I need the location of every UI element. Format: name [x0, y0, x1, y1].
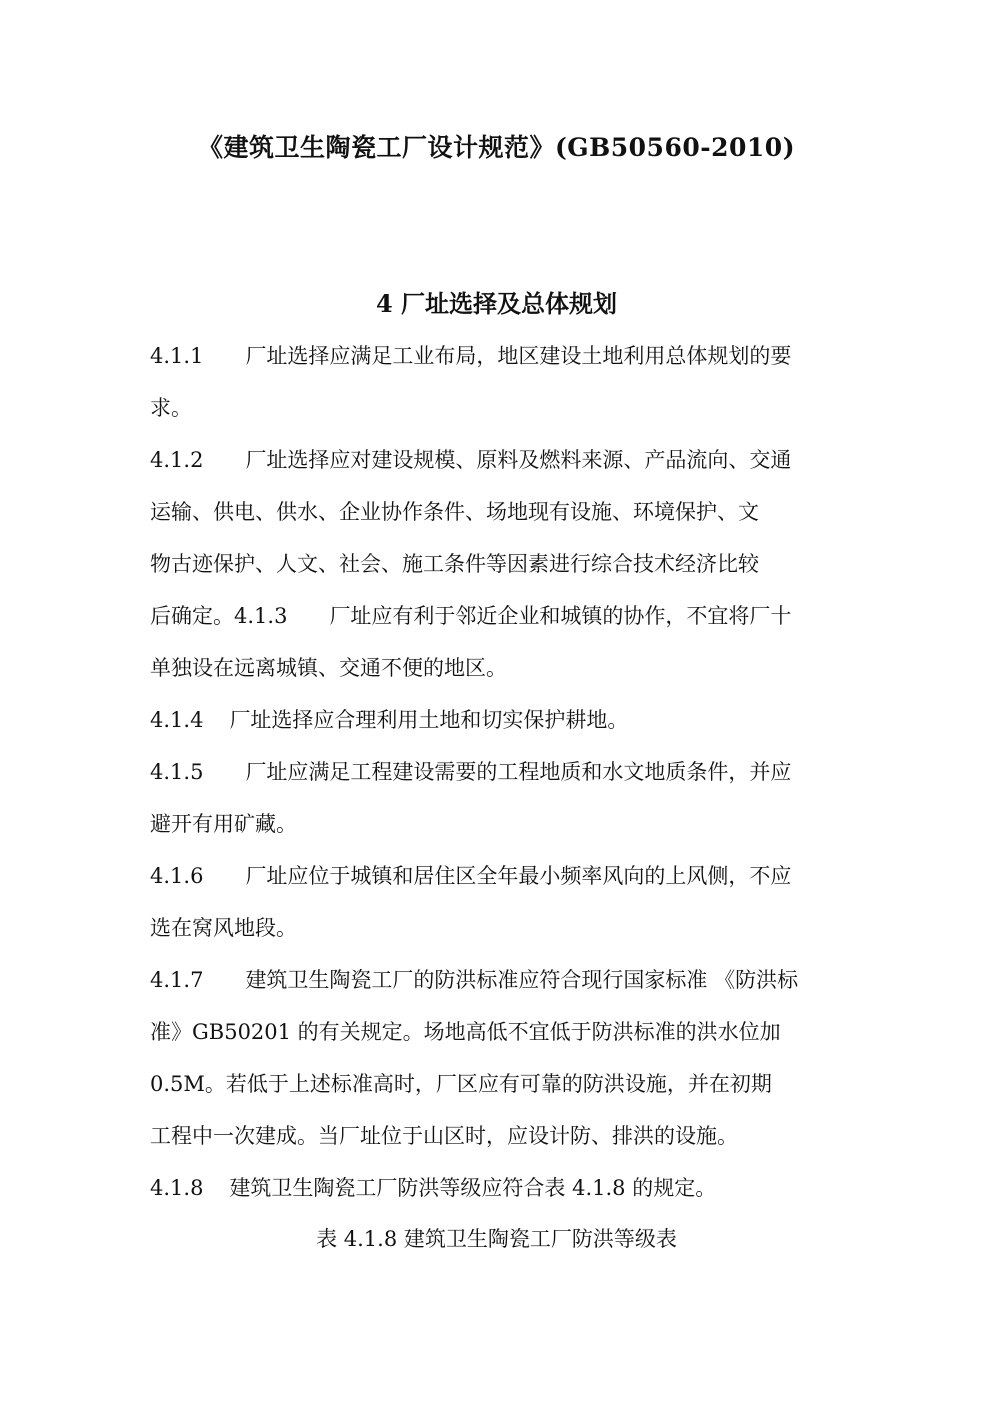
clause-text: 建筑卫生陶瓷工厂的防洪标准应符合现行国家标准 《防洪标 — [245, 968, 799, 992]
clause-4-1-1-line-1 — [150, 341, 850, 371]
clause-text: 厂址选择应满足工业布局，地区建设土地利用总体规划的要 — [245, 344, 792, 368]
clause-text: 后确定。 — [150, 604, 234, 628]
clause-text: 厂址选择应合理利用土地和切实保护耕地。 — [229, 708, 629, 732]
clause-4-1-2-line-3: 物古迹保护、人文、社会、施工条件等因素进行综合技术经济比较 — [150, 552, 759, 576]
clause-4-1-2-line-4 — [150, 601, 850, 631]
clause-4-1-2-line-2: 运输、供电、供水、企业协作条件、场地现有设施、环境保护、文 — [150, 500, 759, 524]
clause-4-1-7-line-2: 准》GB50201 的有关规定。场地高低不宜低于防洪标准的洪水位加 — [150, 1020, 781, 1044]
clause-4-1-5-line-1 — [150, 757, 850, 787]
document-title: 《建筑卫生陶瓷工厂设计规范》(GB50560-2010) — [197, 133, 796, 162]
clause-number: 4.1.2 — [150, 448, 204, 472]
clause-4-1-8-line-1 — [150, 1173, 850, 1203]
clause-text: 建筑卫生陶瓷工厂防洪等级应符合表 4.1.8 的规定。 — [229, 1176, 717, 1200]
clause-number: 4.1.5 — [150, 760, 204, 784]
clause-number: 4.1.3 — [234, 604, 288, 628]
clause-number: 4.1.7 — [150, 968, 204, 992]
clause-number: 4.1.4 — [150, 708, 204, 732]
clause-4-1-6-line-2: 选在窝风地段。 — [150, 916, 297, 940]
table-caption: 表 4.1.8 建筑卫生陶瓷工厂防洪等级表 — [316, 1227, 677, 1251]
clause-4-1-3-line-2: 单独设在远离城镇、交通不便的地区。 — [150, 656, 507, 680]
clause-number: 4.1.1 — [150, 344, 204, 368]
clause-4-1-2-line-1 — [150, 445, 850, 475]
clause-text: 厂址应满足工程建设需要的工程地质和水文地质条件，并应 — [245, 760, 792, 784]
clause-4-1-4-line-1 — [150, 705, 850, 735]
clause-text: 厂址应有利于邻近企业和城镇的协作，不宜将厂十 — [329, 604, 792, 628]
clause-number: 4.1.8 — [150, 1176, 204, 1200]
clause-4-1-7-line-4: 工程中一次建成。当厂址位于山区时，应设计防、排洪的设施。 — [150, 1124, 738, 1148]
clause-4-1-7-line-3: 0.5M。若低于上述标准高时，厂区应有可靠的防洪设施，并在初期 — [150, 1072, 772, 1096]
clause-4-1-6-line-1 — [150, 861, 850, 891]
clause-4-1-7-line-1 — [150, 965, 850, 995]
clause-4-1-5-line-2: 避开有用矿藏。 — [150, 812, 297, 836]
clause-4-1-1-line-2: 求。 — [150, 396, 192, 420]
clause-number: 4.1.6 — [150, 864, 204, 888]
clause-text: 厂址选择应对建设规模、原料及燃料来源、产品流向、交通 — [245, 448, 792, 472]
clause-text: 厂址应位于城镇和居住区全年最小频率风向的上风侧，不应 — [245, 864, 792, 888]
chapter-title: 4 厂址选择及总体规划 — [375, 289, 618, 318]
